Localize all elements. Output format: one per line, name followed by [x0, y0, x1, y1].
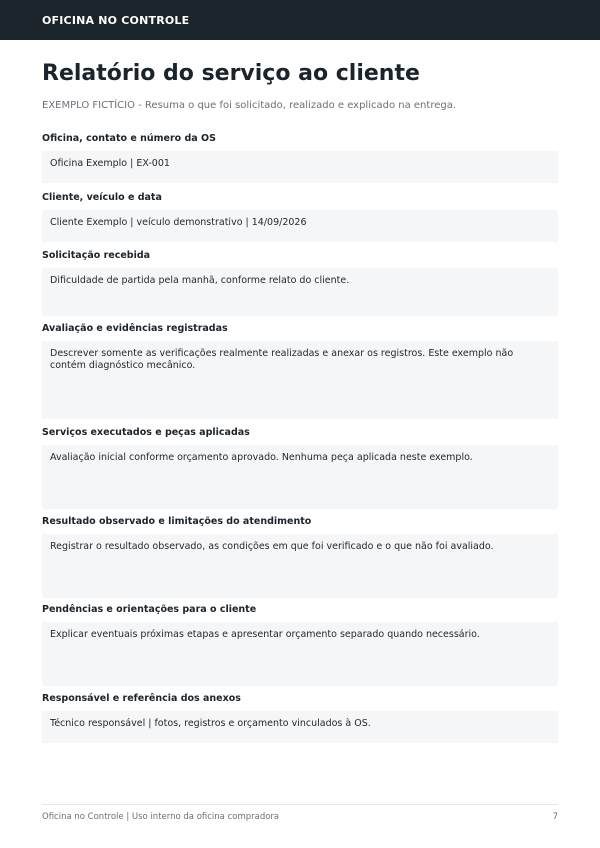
page-title: Relatório do serviço ao cliente: [42, 61, 420, 86]
section-field[interactable]: Dificuldade de partida pela manhã, conforme relato do cliente.: [42, 268, 558, 316]
section-label: Pendências e orientações para o cliente: [42, 604, 257, 615]
section-field[interactable]: Avaliação inicial conforme orçamento aprovado. Nenhuma peça aplicada neste exemplo.: [42, 445, 558, 509]
page-subtitle: EXEMPLO FICTÍCIO - Resuma o que foi solicitado, realizado e explicado na entrega.: [42, 100, 457, 111]
section-field[interactable]: Explicar eventuais próximas etapas e apresentar orçamento separado quando necessário.: [42, 622, 558, 686]
page-number: 7: [552, 812, 558, 822]
section-field[interactable]: Oficina Exemplo | EX-001: [42, 151, 558, 183]
section-field[interactable]: Cliente Exemplo | veículo demonstrativo | 14/09/2026: [42, 210, 558, 242]
section-oficina: [42, 133, 558, 183]
footer-divider: [42, 804, 558, 805]
section-servicos: [42, 427, 558, 509]
section-label: Oficina, contato e número da OS: [42, 133, 216, 144]
section-label: Cliente, veículo e data: [42, 192, 162, 203]
section-label: Responsável e referência dos anexos: [42, 693, 241, 704]
brand-name: OFICINA NO CONTROLE: [42, 13, 190, 27]
section-cliente: [42, 192, 558, 242]
section-label: Solicitação recebida: [42, 250, 151, 261]
page-content: [0, 60, 600, 111]
footer-text: Oficina no Controle | Uso interno da oficina compradora: [42, 812, 280, 822]
section-label: Resultado observado e limitações do atendimento: [42, 516, 312, 527]
section-field[interactable]: Descrever somente as verificações realmente realizadas e anexar os registros. Este exemplo não contém diagnóstico mecânico.: [42, 341, 558, 419]
section-solicitacao: [42, 250, 558, 316]
section-pendencias: [42, 604, 558, 686]
section-label: Avaliação e evidências registradas: [42, 323, 228, 334]
section-field[interactable]: Técnico responsável | fotos, registros e orçamento vinculados à OS.: [42, 711, 558, 743]
section-label: Serviços executados e peças aplicadas: [42, 427, 250, 438]
section-avaliacao: [42, 323, 558, 419]
top-bar: [0, 0, 600, 40]
section-field[interactable]: Registrar o resultado observado, as condições em que foi verificado e o que não foi avaliado.: [42, 534, 558, 598]
section-resultado: [42, 516, 558, 598]
section-responsavel: [42, 693, 558, 743]
